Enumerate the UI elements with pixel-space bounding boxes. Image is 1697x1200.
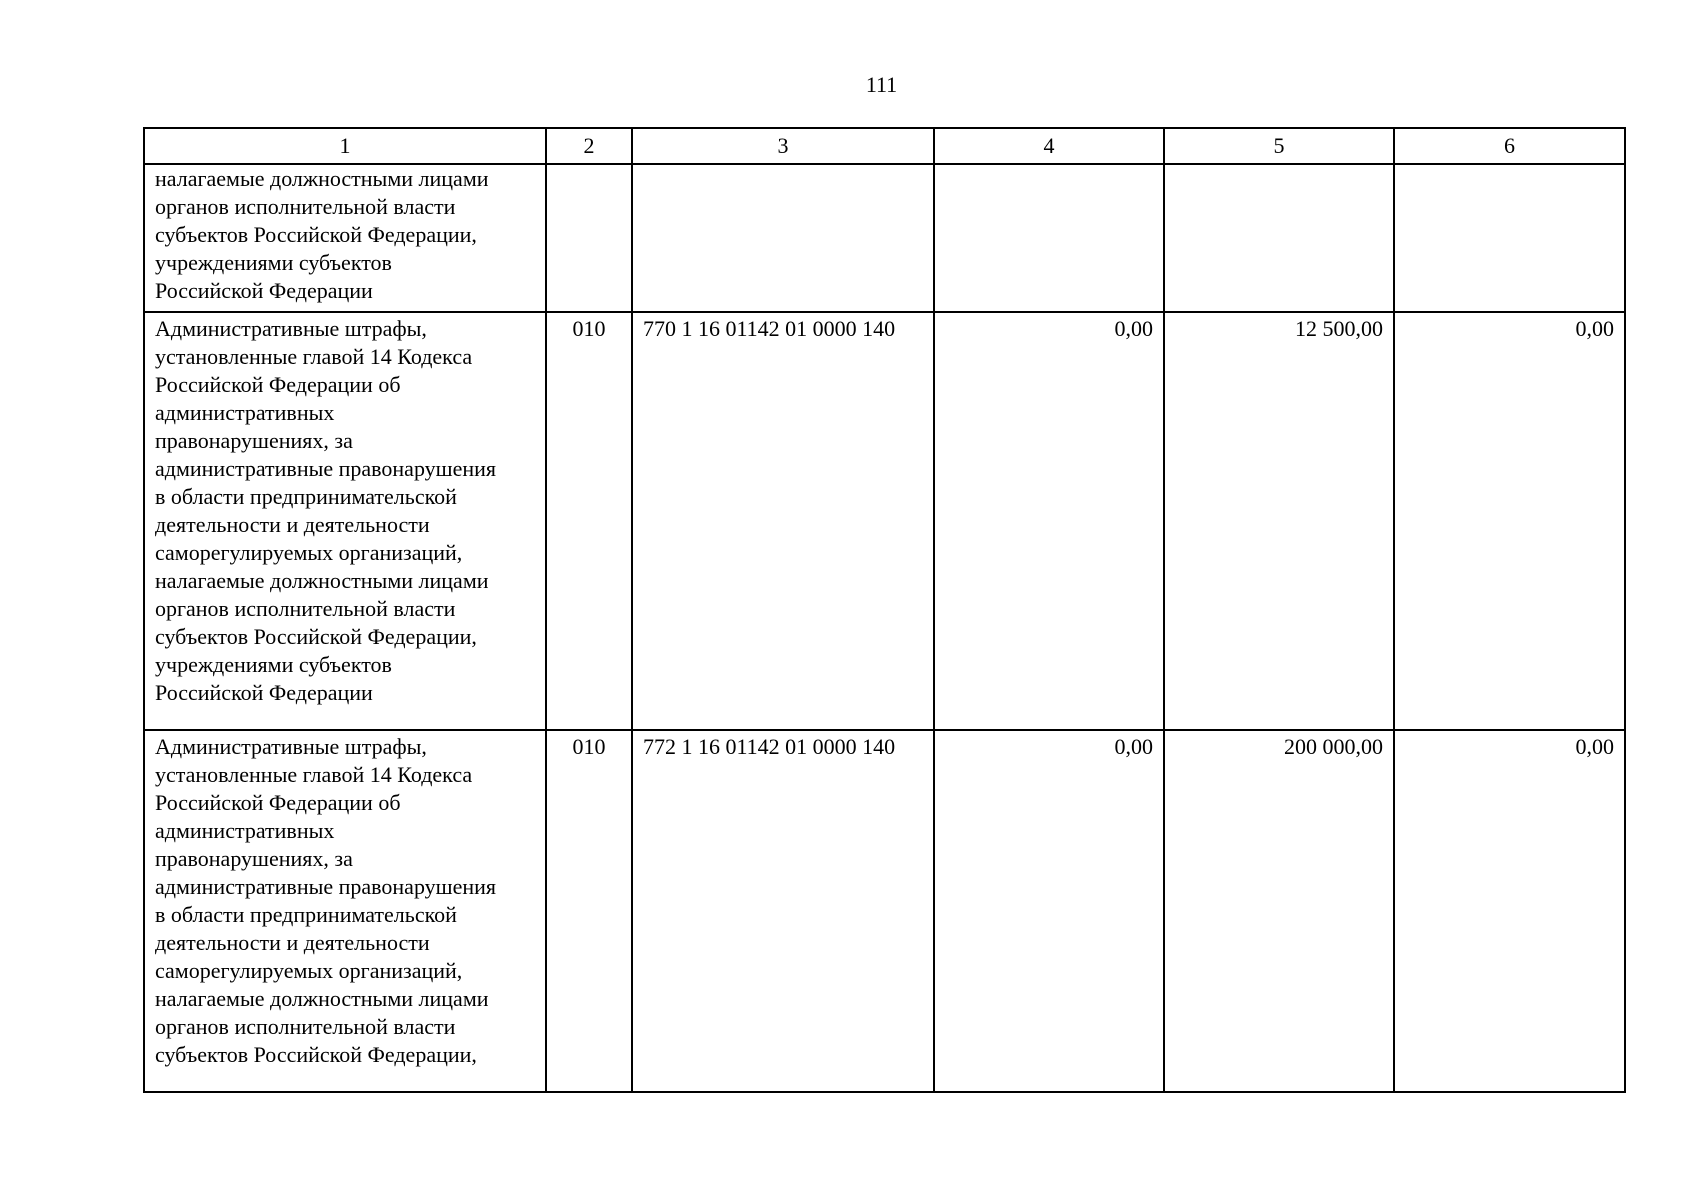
- row-name-text: Административные штрафы, установленные главой 14 Кодекса Российской Федерации об административных правонарушениях, за административные правонарушения в области предпринимательской деятельности и деятельности саморегулируемых организаций, налагаемые должностными лицами органов исполнительной власти субъектов Российской Федерации,: [155, 734, 497, 1067]
- row-col6-cell: [1394, 164, 1625, 312]
- row-name-text: налагаемые должностными лицами органов исполнительной власти субъектов Российской Федерации, учреждениями субъектов Российской Федерации: [155, 166, 489, 303]
- column-header-1: 1: [144, 128, 546, 164]
- row-col5-cell: [1164, 164, 1394, 312]
- row-col6-cell: 0,00: [1394, 730, 1625, 1092]
- row-col5-cell: 200 000,00: [1164, 730, 1394, 1092]
- row-code-cell: [546, 164, 632, 312]
- column-header-5: 5: [1164, 128, 1394, 164]
- column-header-4: 4: [934, 128, 1164, 164]
- table-row: [144, 164, 1625, 312]
- table-row: [144, 312, 1625, 730]
- row-name-cell: [144, 730, 546, 1092]
- row-col4-cell: 0,00: [934, 312, 1164, 730]
- column-header-2: 2: [546, 128, 632, 164]
- row-col4-cell: 0,00: [934, 730, 1164, 1092]
- row-col4-cell: [934, 164, 1164, 312]
- column-header-6: 6: [1394, 128, 1625, 164]
- row-col6-cell: 0,00: [1394, 312, 1625, 730]
- page-number: 111: [865, 72, 898, 97]
- table-row: [144, 730, 1625, 1092]
- row-code-cell: 010: [546, 730, 632, 1092]
- row-col5-cell: 12 500,00: [1164, 312, 1394, 730]
- row-kbk-cell: [632, 164, 934, 312]
- row-name-cell: [144, 164, 546, 312]
- row-kbk-cell: 772 1 16 01142 01 0000 140: [632, 730, 934, 1092]
- budget-table: [143, 127, 1626, 1093]
- row-kbk-cell: 770 1 16 01142 01 0000 140: [632, 312, 934, 730]
- row-name-cell: [144, 312, 546, 730]
- column-header-3: 3: [632, 128, 934, 164]
- row-code-cell: 010: [546, 312, 632, 730]
- table-header-row: [144, 128, 1625, 164]
- row-name-text: Административные штрафы, установленные главой 14 Кодекса Российской Федерации об административных правонарушениях, за административные правонарушения в области предпринимательской деятельности и деятельности саморегулируемых организаций, налагаемые должностными лицами органов исполнительной власти субъектов Российской Федерации, учреждениями субъектов Российской Федерации: [155, 316, 497, 705]
